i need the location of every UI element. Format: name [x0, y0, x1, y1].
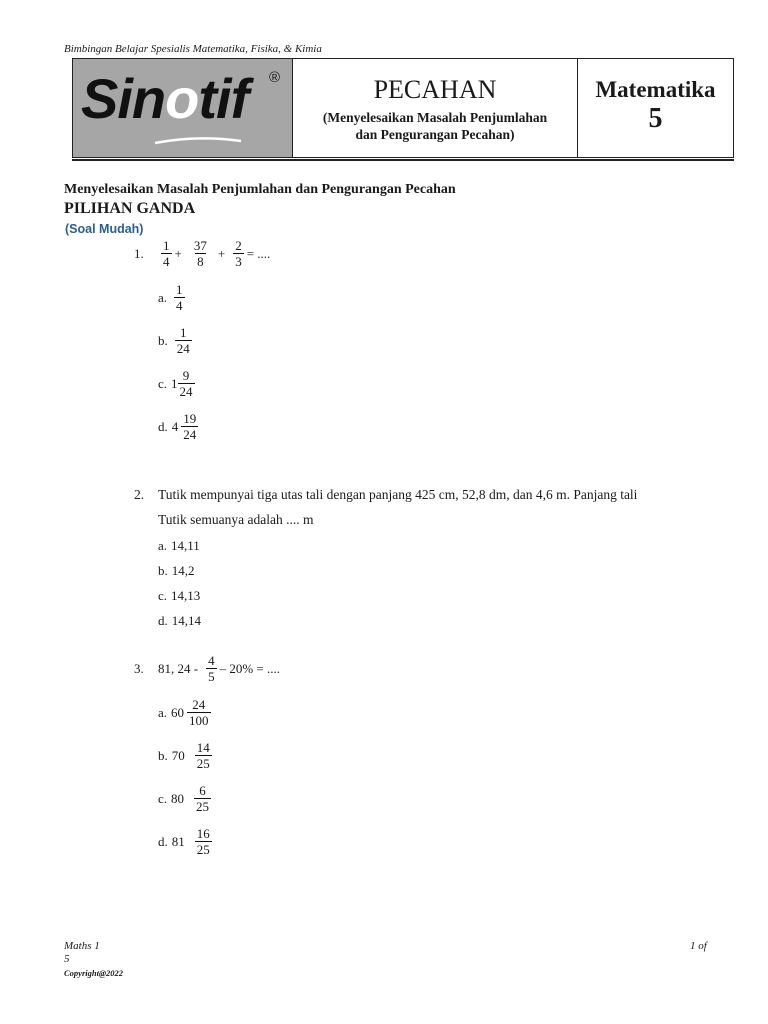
registered-mark: ® [269, 69, 281, 86]
option-2b[interactable]: b. 14,2 [158, 563, 195, 578]
fraction: $\frac{1}{4}$ [163, 238, 170, 269]
option-2c[interactable]: c. 14,13 [158, 588, 201, 603]
subject-name: Matematika [595, 77, 716, 102]
option-1a[interactable]: a. $\frac{1}{4}$ [158, 282, 183, 313]
section-title: Menyelesaikan Masalah Penjumlahan dan Pengurangan Pecahan [64, 182, 456, 197]
question-3: 3. 81, 24 - $\frac{4}{5}$ – 20% = .... [134, 653, 281, 684]
header-tagline: Bimbingan Belajar Spesialis Matematika, Fisika, & Kimia [64, 43, 322, 55]
option-3c[interactable]: c. 80 $\frac{6}{25}$ [158, 783, 210, 814]
page-number: 1 of [690, 940, 707, 952]
page-subtitle-2: dan Pengurangan Pecahan) [355, 127, 515, 142]
subject-block [578, 59, 733, 157]
question-number: 3. [134, 660, 144, 676]
fraction: $\frac{37}{8}$ [193, 238, 207, 269]
header-box [72, 58, 734, 158]
fraction: $\frac{4}{5}$ [208, 653, 215, 684]
option-1d[interactable]: d. 4 $\frac{19}{24}$ [158, 411, 197, 442]
section-type: PILIHAN GANDA [64, 200, 196, 217]
difficulty-label: (Soal Mudah) [65, 222, 144, 236]
footer-total-pages: 5 [64, 953, 70, 965]
question-1: 1. $\frac{1}{4}$ + $\frac{37}{8}$ + $\frac{2}{3}$ = .... [134, 238, 271, 269]
option-2d[interactable]: d. 14,14 [158, 613, 201, 628]
option-3d[interactable]: d. 81 $\frac{16}{25}$ [158, 826, 210, 857]
footer-left [64, 940, 100, 966]
grade-number: 5 [648, 103, 663, 134]
option-3b[interactable]: b. 70 $\frac{14}{25}$ [158, 740, 210, 771]
question-2-text-2: Tutik semuanya adalah .... m [158, 512, 314, 527]
question-2-text-1: Tutik mempunyai tiga utas tali dengan panjang 425 cm, 52,8 dm, dan 4,6 m. Panjang tali [158, 487, 638, 502]
question-2-number: 2. [134, 487, 145, 502]
logo-wordmark: Sinotif [81, 67, 249, 130]
option-1b[interactable]: b. $\frac{1}{24}$ [158, 325, 190, 356]
logo [73, 59, 293, 157]
option-2a[interactable]: a. 14,11 [158, 538, 200, 553]
footer-copyright: Copyright@2022 [64, 968, 124, 978]
question-number: 1. [134, 245, 144, 261]
footer-label: Maths 1 [64, 940, 100, 952]
title-block [293, 59, 578, 157]
logo-swoosh-icon [153, 137, 243, 145]
page-title: PECAHAN [373, 75, 497, 104]
page-subtitle-1: (Menyelesaikan Masalah Penjumlahan [322, 110, 548, 125]
fraction: $\frac{2}{3}$ [235, 238, 242, 269]
option-1c[interactable]: c. 1 $\frac{9}{24}$ [158, 368, 193, 399]
option-3a[interactable]: a. 60 $\frac{24}{100}$ [158, 697, 209, 728]
header-underline [72, 159, 734, 161]
